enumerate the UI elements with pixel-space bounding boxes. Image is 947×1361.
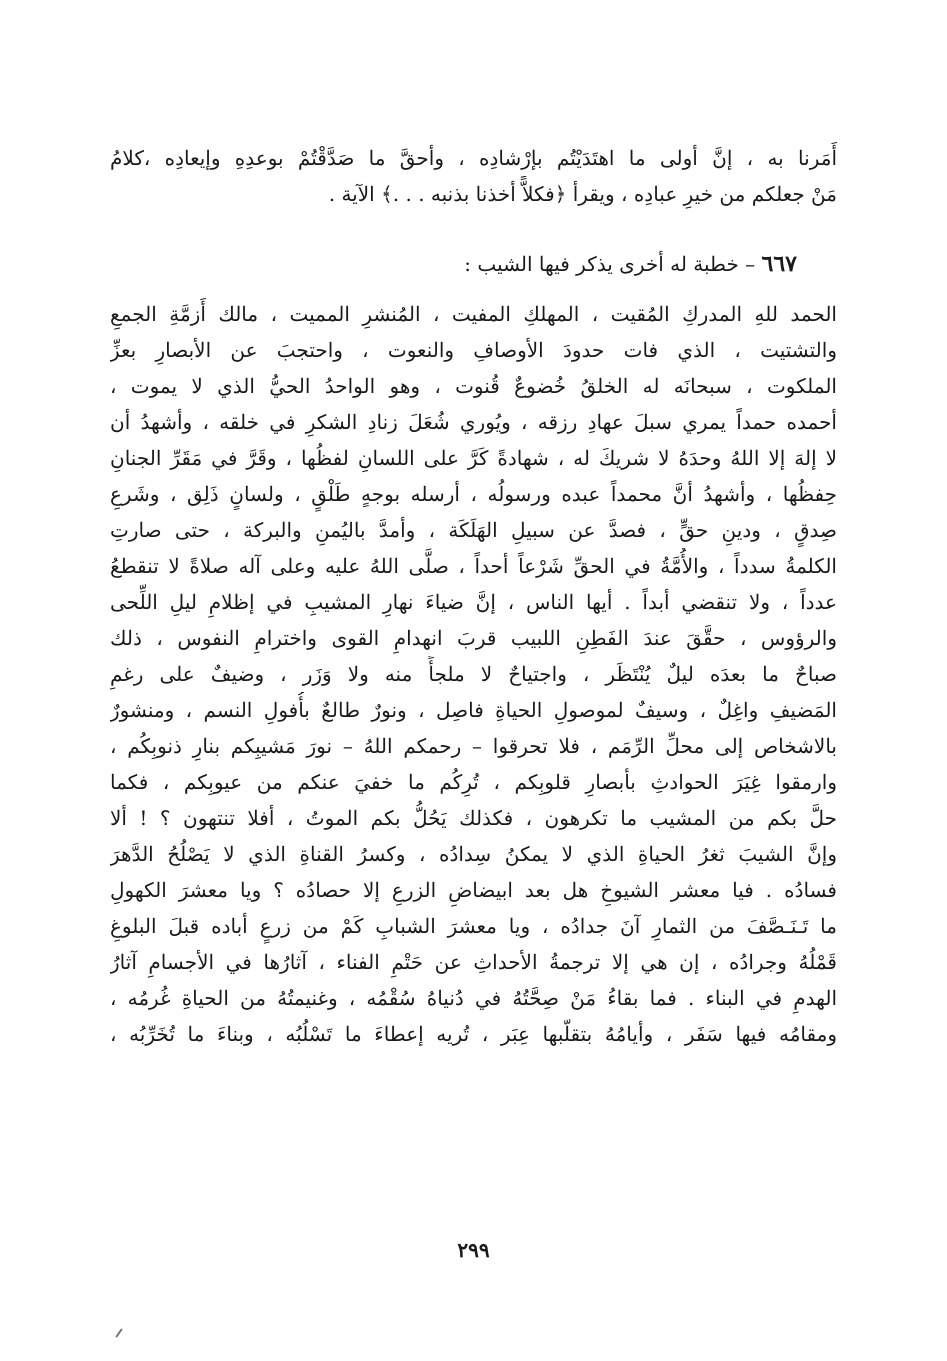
text-line: والتشتيت ، الذي فات حدودَ الأوصافِ والنعوت ، واحتجبَ عن الأبصارِ بعزِّ xyxy=(110,338,837,362)
text-line: ومقامُه فيها سَفَر ، وأيامُهُ بتقلّبها عِبَر ، تُريه إعطاءَ ما تَسْلُبُه ، وبناءَ ما تُخَرِّبُه ، xyxy=(110,1022,837,1046)
intro-paragraph xyxy=(110,140,837,212)
text-line: الحمد للهِ المدركِ المُقيت ، المهلكِ المفيت ، المُنشرِ المميت ، مالك أَزمَّةِ الجمعِ xyxy=(110,302,837,326)
text-line: المَضيفِ واغِلٌ ، وسيفٌ لموصولِ الحياةِ فاصِل ، ونورٌ طالعٌ بأُفولِ النسم ، ومنشورٌ xyxy=(110,698,837,722)
text-line: أَمَرنا به ، إنَّ أولى ما اهتَدَيْتُم بإرْشادِه ، وأحقَّ ما صَدَّقْتُمْ بوعدِهِ وإيعادِه ،كلامُ xyxy=(110,146,837,170)
sermon-heading xyxy=(110,246,837,282)
page-number: ٢٩٩ xyxy=(457,1238,490,1262)
text-line: الهدمِ في البناء . فما بقاءُ مَنْ صِحَّتُهُ في دُنياهُ سُقْمُه ، وغنيمتُهُ من الحياةِ غُرمُه ، xyxy=(110,986,837,1010)
text-line: والرؤوس ، حقَّقَ عندَ الفَطِنِ اللبيب قربَ انهدامِ القوى واخترامِ النفوس ، ذلك xyxy=(110,626,837,650)
text-line: مَنْ جعلكم من خيرِ عبادِه ، ويقرأ ﴿فكلاًّ أخذنا بذنبه . . .﴾ الآية . xyxy=(328,182,837,206)
scan-mark xyxy=(115,1328,122,1337)
text-line: بالاشخاص إلى محلِّ الرِّمَم ، فلا تحرقوا – رحمكم اللهُ – نورَ مَشيبِكم بنارِ ذنوبِكُم ، xyxy=(110,734,837,758)
text-line: حلَّ بكم من المشيب ما تكرهون ، فكذلك يَحُلُّ بكم الموتُ ، أفلا تنتهون ؟ ! ألا xyxy=(110,806,837,830)
text-line: أحمده حمداً يمري سبلَ عهادِ رزقه ، ويُوري شُعَلَ زنادِ الشكرِ في خلقه ، وأشهدُ أن xyxy=(110,410,837,434)
text-line: الكلمةُ سدداً ، والأُمَّةُ في الحقِّ شَرْعاً أحداً ، صلَّى اللهُ عليه وعلى آله صلاةً لا تنقطعُ xyxy=(110,554,837,578)
text-line: صباحٌ ما بعدَه ليلٌ يُنْتَظَر ، واجتياحٌ لا ملجأً منه ولا وَزَر ، وضيفٌ على رغمِ xyxy=(110,662,837,686)
sermon-title: – خطبة له أخرى يذكر فيها الشيب : xyxy=(464,252,756,276)
text-line: فسادُه . فيا معشر الشيوخِ هل بعد ابيضاضِ الزرعِ إلا حصادُه ؟ ويا معشرَ الكهولِ xyxy=(110,878,837,902)
body-paragraph xyxy=(110,296,837,1052)
text-line: ما تَـنَـصَّفَ من الثمارِ آنَ جدادُه ، ويا معشرَ الشبابِ كَمْ من زرعٍ أباده قبلَ البلوغِ xyxy=(110,914,837,938)
text-line: الملكوت ، سبحانَه له الخلقُ خُضوعٌ قُنوت ، وهو الواحدُ الحيُّ الذي لا يموت ، xyxy=(110,374,837,398)
text-line: قَمْلُهُ وجرادُه ، إن هي إلا ترجمةُ الأحداثِ عن حَتْمِ الفناء ، آثارُها في الأجسامِ آثارُ xyxy=(110,950,837,974)
sermon-number: ٦٦٧ xyxy=(761,251,797,277)
text-line: حِفظُها ، وأشهدُ أنَّ محمداً عبده ورسولُه ، أرسله بوجهٍ طَلْقٍ ، ولسانٍ ذَلِق ، وشَرعِ xyxy=(110,482,837,506)
text-line: وارمقوا غِيَرَ الحوادثِ بأبصارِ قلوبِكم ، تُرِكُم ما خفيَ عنكم من عيوبِكم ، فكما xyxy=(110,770,837,794)
text-line: وإنَّ الشيبَ ثغرُ الحياةِ الذي لا يمكنُ سِدادُه ، وكسرُ القناةِ الذي لا يَصْلُحُ الدَّهرَ xyxy=(110,842,837,866)
text-line: لا إلهَ إلا اللهُ وحدَهُ لا شريكَ له ، شهادةً كَرَّ على اللسانِ لفظُها ، وقَرَّ في مَقَرِّ الجنانِ xyxy=(110,446,837,470)
text-line: صِدقٍ ، ودينِ حقٍّ ، فصدَّ عن سبيلِ الهَلَكَة ، وأمدَّ باليُمنِ والبركة ، حتى صارتِ xyxy=(110,518,837,542)
text-line: عدداً ، ولا تنقضي أبداً . أيها الناس ، إنَّ ضياءَ نهارِ المشيبِ في إظلامِ ليلِ اللِّحى xyxy=(110,590,837,614)
